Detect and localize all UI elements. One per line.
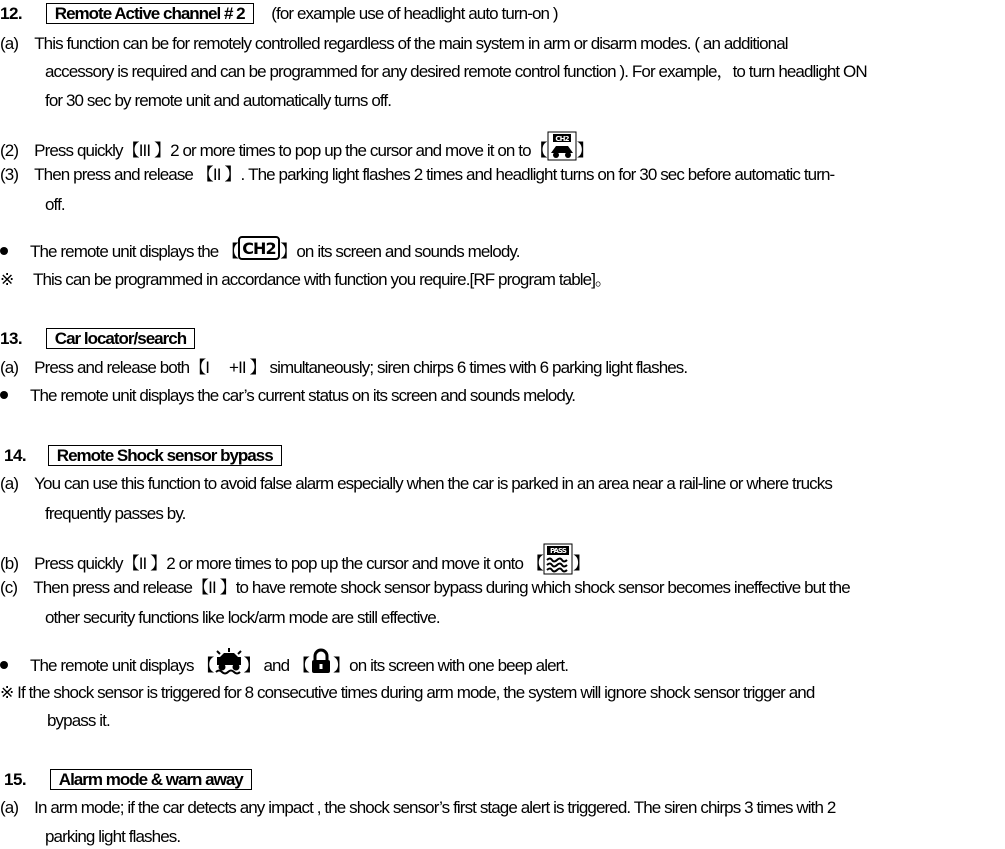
s13-a-line: (a) Press and release both【I +II 】 simultaneously; siren chirps 6 times with 6 parking light flashes. <box>0 358 688 377</box>
section-15-heading <box>4 769 252 790</box>
bullet-text: The remote unit displays the car’s current status on its screen and sounds melody. <box>30 386 576 405</box>
s12-b-line <box>0 134 593 169</box>
s15-a-line1: (a) In arm mode; if the car detects any impact , the shock sensor’s first stage alert is triggered. The siren chirps 3 times with 2 <box>0 798 836 817</box>
s12-c-line1: (3) Then press and release 【II 】. The parking light flashes 2 times and headlight turns on for 30 sec before automatic turn- <box>0 165 835 184</box>
item-text-pre: (2) Press quickly【III 】2 or more times to pop up the cursor and move it on to【 <box>0 140 547 160</box>
s12-a-line3: for 30 sec by remote unit and automatically turns off. <box>45 91 392 110</box>
item-text-post: 】 <box>576 140 593 160</box>
s14-a-line2: frequently passes by. <box>45 504 186 523</box>
section-13-heading <box>0 328 195 349</box>
bullet-text-post: 】on its screen and sounds melody. <box>280 241 520 261</box>
s14-c-line1: (c) Then press and release【II 】to have remote shock sensor bypass during which shock sensor becomes ineffective but the <box>0 578 850 597</box>
bullet-text-mid: 】 and 【 <box>243 655 310 675</box>
bullet-text-pre: The remote unit displays the 【 <box>30 241 239 261</box>
section-number: 12. <box>0 4 23 23</box>
s12-bullet <box>0 238 520 267</box>
section-title: Alarm mode & warn away <box>50 769 252 790</box>
item-text-post: 】 <box>572 553 590 573</box>
s12-a-line2: accessory is required and can be programmed for any desired remote control function ). For example，to turn headlight ON <box>45 62 867 81</box>
lock-icon <box>309 648 333 679</box>
section-12-heading <box>0 3 558 24</box>
ch2-icon <box>238 236 280 265</box>
car-shock-icon <box>214 647 244 680</box>
s12-a-line1 <box>0 34 788 54</box>
section-title: Car locator/search <box>46 328 195 349</box>
section-number: 14. <box>4 446 27 465</box>
section-number: 15. <box>4 770 27 789</box>
s15-a-line2: parking light flashes. <box>45 827 181 846</box>
bullet-text-pre: The remote unit displays 【 <box>30 655 214 675</box>
section-title: Remote Shock sensor bypass <box>48 445 282 466</box>
ch2-car-icon <box>547 131 577 166</box>
s14-bullet <box>0 650 568 683</box>
bullet-text-post: 】on its screen with one beep alert. <box>333 655 569 675</box>
s14-a-line1: (a) You can use this function to avoid false alarm especially when the car is parked in an area near a rail-line or where trucks <box>0 474 832 493</box>
item-text: This function can be for remotely controlled regardless of the main system in arm or disarm modes. ( an additional <box>34 34 788 53</box>
item-text-pre: (b) Press quickly【II 】2 or more times to pop up the cursor and move it onto 【 <box>0 553 543 573</box>
pass-icon <box>543 543 573 580</box>
section-number: 13. <box>0 329 23 348</box>
section-title: Remote Active channel # 2 <box>46 3 254 24</box>
bullet-icon <box>0 661 8 669</box>
bullet-icon <box>0 247 8 255</box>
bullet-icon <box>0 391 8 399</box>
s13-bullet <box>0 386 575 406</box>
s12-c-line2: off. <box>45 195 65 214</box>
s14-c-line2: other security functions like lock/arm mode are still effective. <box>45 608 440 627</box>
ch2-icon-text: CH2 <box>242 239 277 258</box>
section-14-heading <box>4 445 282 466</box>
s14-note-line1: ※ If the shock sensor is triggered for 8 consecutive times during arm mode, the system will ignore shock sensor trigger and <box>0 683 815 702</box>
s12-note: ※ This can be programmed in accordance with function you require.[RF program table]。 <box>0 270 612 289</box>
svg-text:PASS: PASS <box>549 547 566 555</box>
item-label: (a) <box>0 34 35 53</box>
svg-text:CH2: CH2 <box>555 135 569 143</box>
s14-note-line2: bypass it. <box>47 711 110 730</box>
section-subtitle: (for example use of headlight auto turn-on ) <box>271 4 558 23</box>
